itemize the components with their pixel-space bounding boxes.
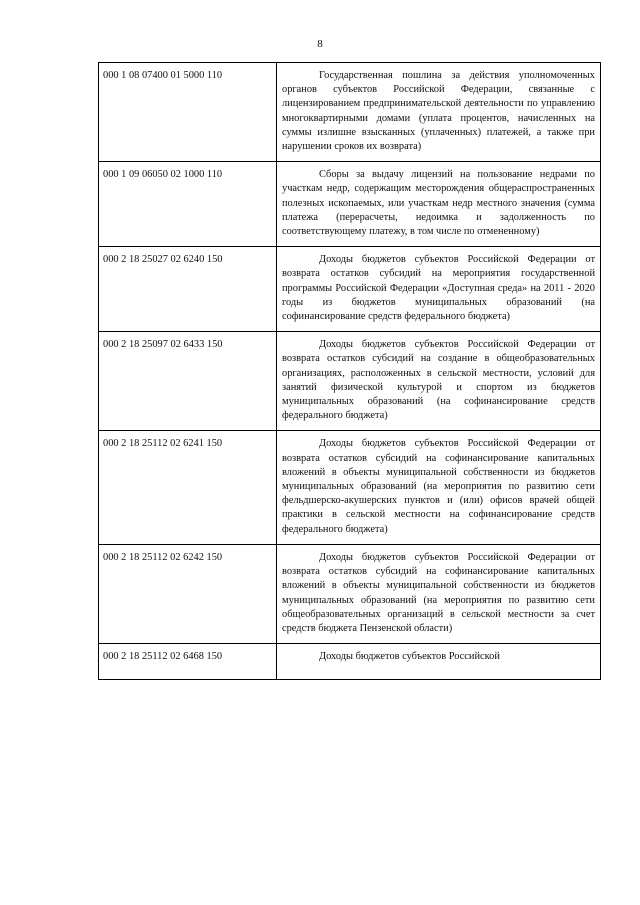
description-cell: Доходы бюджетов субъектов Российской bbox=[277, 644, 601, 680]
table-row bbox=[99, 644, 601, 680]
budget-code-table bbox=[98, 62, 601, 680]
table-row bbox=[99, 247, 601, 332]
budget-code-cell: 000 2 18 25112 02 6242 150 bbox=[99, 544, 277, 643]
budget-code-cell: 000 2 18 25112 02 6468 150 bbox=[99, 644, 277, 680]
description-cell: Сборы за выдачу лицензий на пользование недрами по участкам недр, содержащим месторождения общераспространенных полезных ископаемых, или участкам недр местного значения (сумма платежа (перерасчеты, недоимка и задолженность по соответствующему платежу, в том числе по отмененному) bbox=[277, 162, 601, 247]
budget-code-cell: 000 1 08 07400 01 5000 110 bbox=[99, 63, 277, 162]
page-number: 8 bbox=[317, 38, 323, 50]
description-cell: Доходы бюджетов субъектов Российской Федерации от возврата остатков субсидий на создание в общеобразовательных организациях, расположенных в сельской местности, условий для занятий физической культурой и спортом из бюджетов муниципальных образований (на софинансирование средств федерального бюджета) bbox=[277, 332, 601, 431]
description-cell: Доходы бюджетов субъектов Российской Федерации от возврата остатков субсидий на софинансирование капитальных вложений в объекты муниципальной собственности из бюджетов муниципальных образований (на мероприятия по развитию сети общеобразовательных организаций в сельской местности за счет средств бюджета Пензенской области) bbox=[277, 544, 601, 643]
table-row bbox=[99, 63, 601, 162]
table-row bbox=[99, 162, 601, 247]
table-row bbox=[99, 544, 601, 643]
description-cell: Доходы бюджетов субъектов Российской Федерации от возврата остатков субсидий на софинансирование капитальных вложений в объекты муниципальной собственности из бюджетов муниципальных образований (на мероприятия по развитию сети фельдшерско-акушерских пунктов и (или) офисов врачей общей практики в сельской местности на софинансирование средств федерального бюджета) bbox=[277, 431, 601, 544]
description-cell: Доходы бюджетов субъектов Российской Федерации от возврата остатков субсидий на мероприятия государственной программы Российской Федерации «Доступная среда» на 2011 - 2020 годы из бюджетов муниципальных образований (на софинансирование средств федерального бюджета) bbox=[277, 247, 601, 332]
description-cell: Государственная пошлина за действия уполномоченных органов субъектов Российской Федерации, связанные с лицензированием предпринимательской деятельности по управлению многоквартирными домами (уплата процентов, начисленных на суммы излишне взысканных (уплаченных) платежей, а также при нарушении сроков их возврата) bbox=[277, 63, 601, 162]
budget-code-cell: 000 2 18 25112 02 6241 150 bbox=[99, 431, 277, 544]
table-row bbox=[99, 332, 601, 431]
budget-code-cell: 000 2 18 25027 02 6240 150 bbox=[99, 247, 277, 332]
budget-code-cell: 000 1 09 06050 02 1000 110 bbox=[99, 162, 277, 247]
table-row bbox=[99, 431, 601, 544]
budget-code-cell: 000 2 18 25097 02 6433 150 bbox=[99, 332, 277, 431]
